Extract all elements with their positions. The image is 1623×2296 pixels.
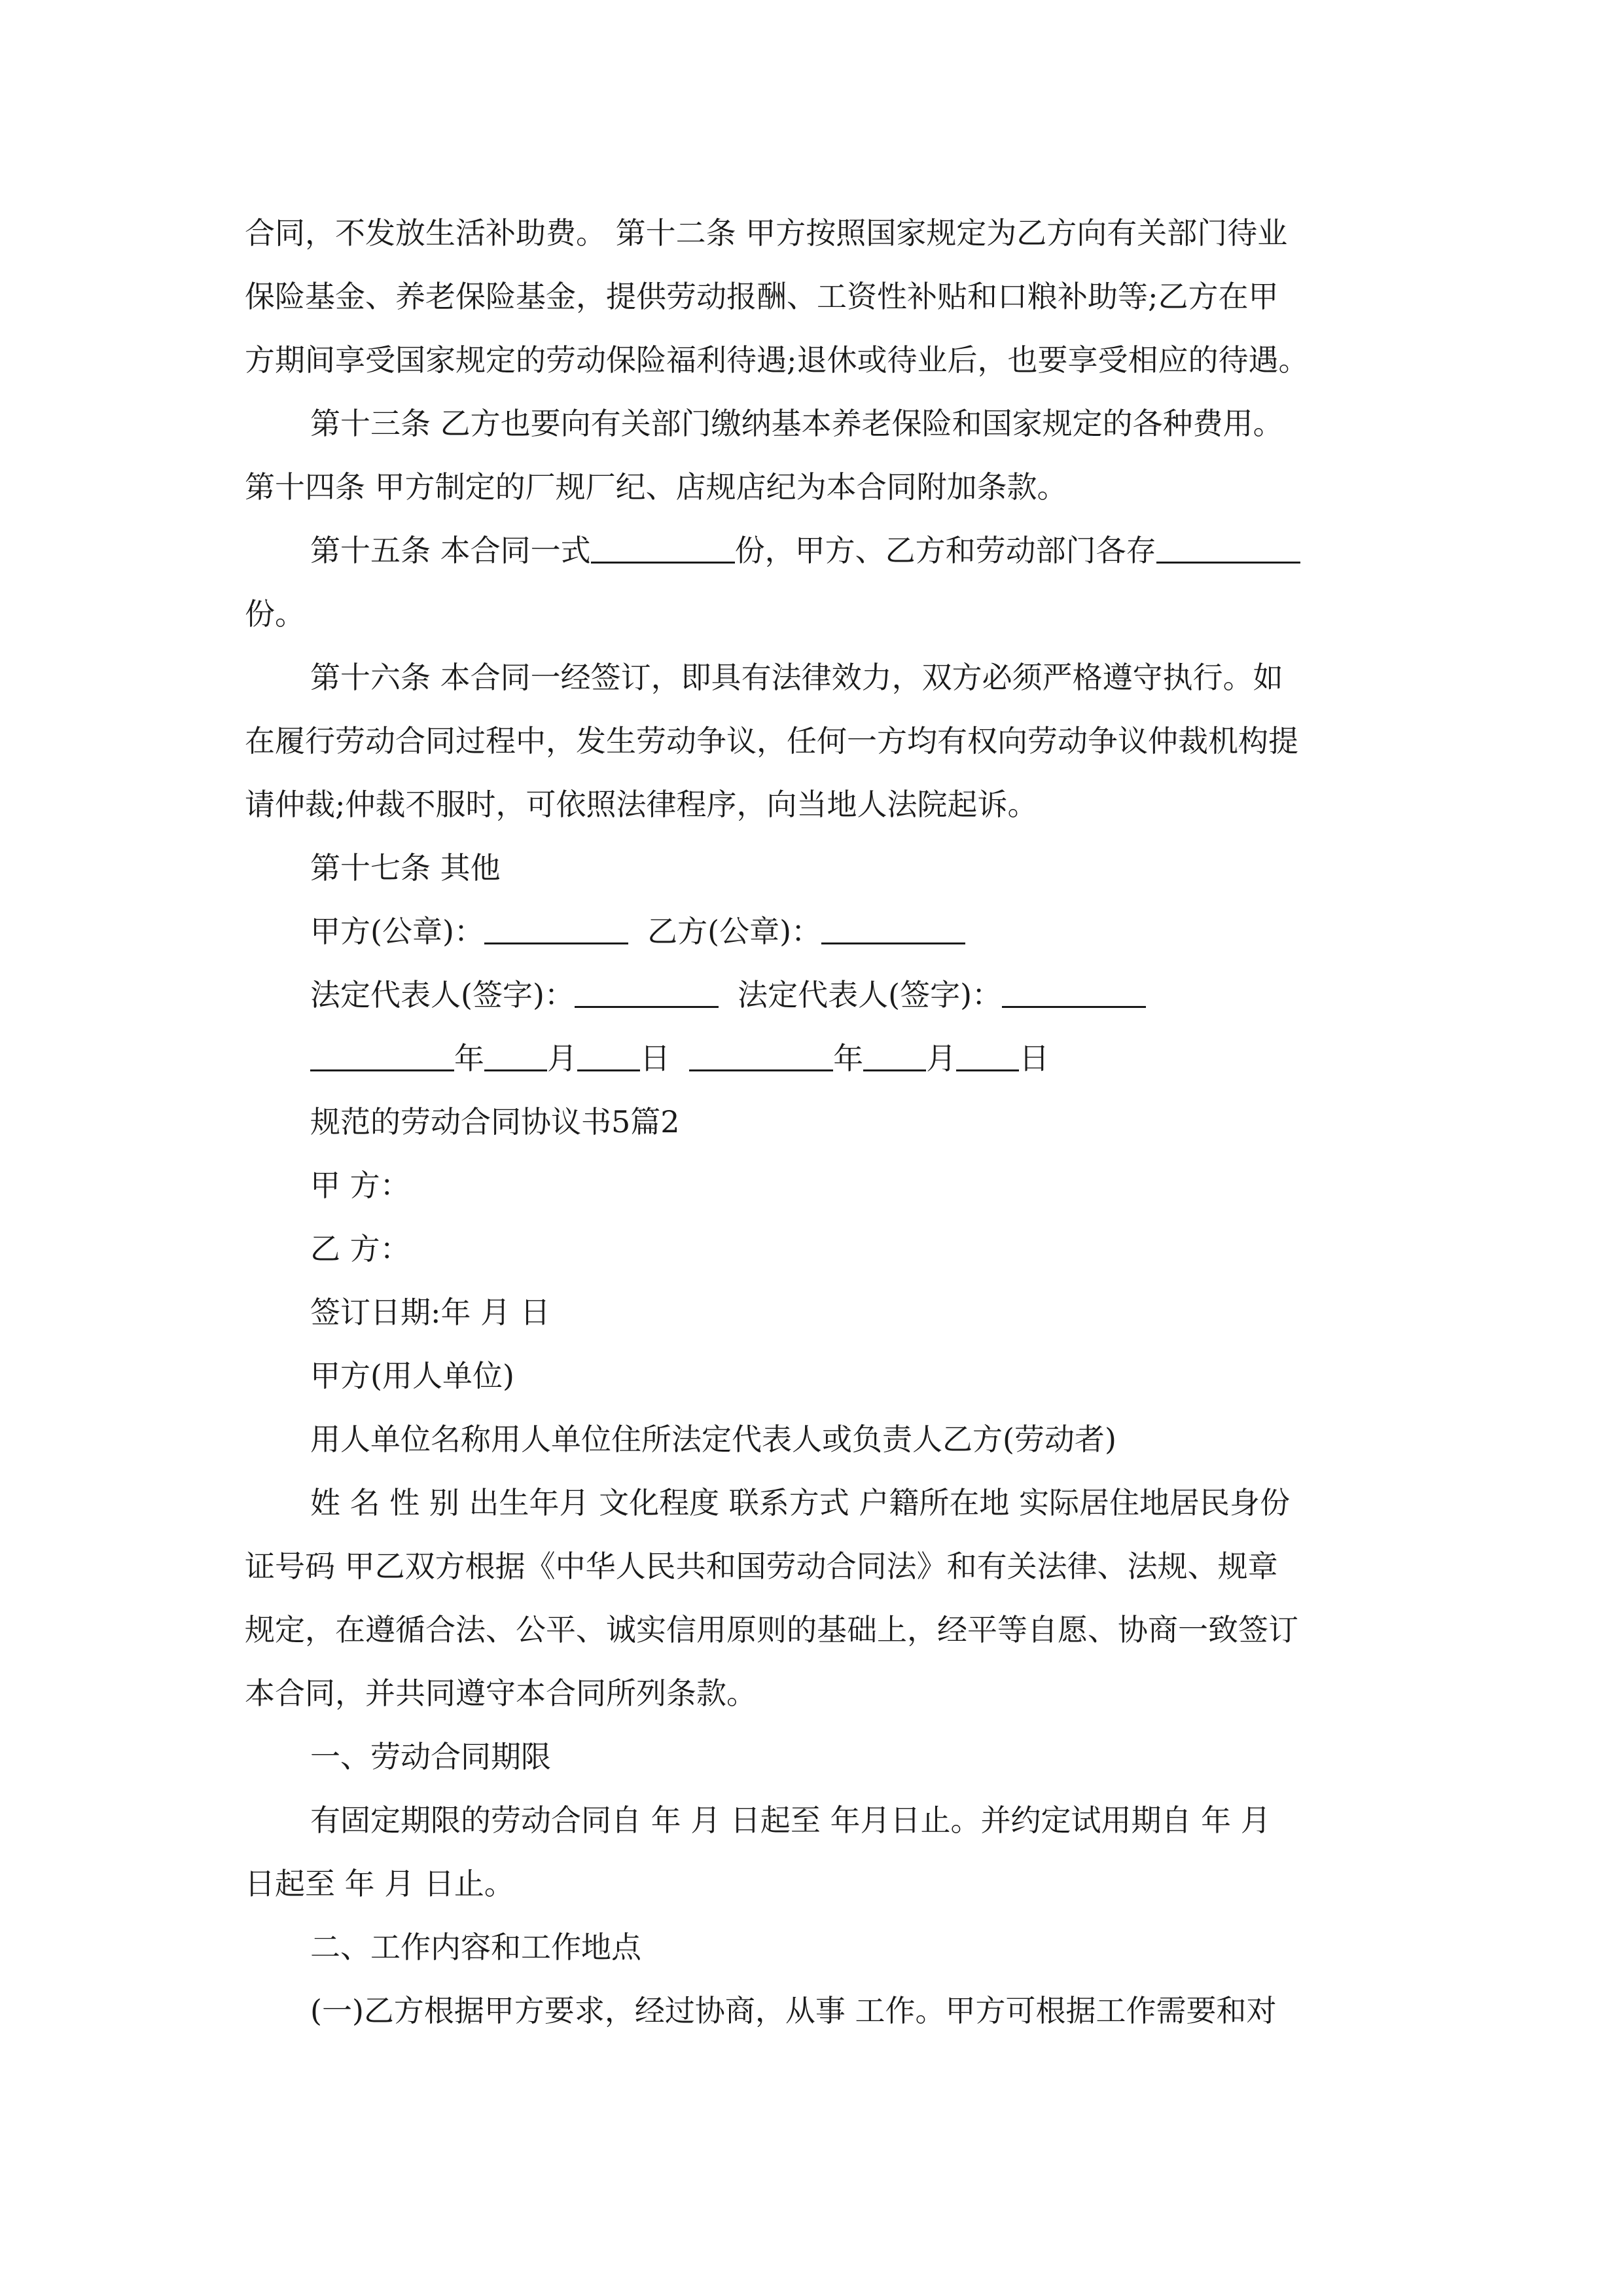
day-label: 日	[1019, 1041, 1050, 1076]
day-a-blank	[577, 1043, 640, 1071]
employer-fields: 用人单位名称用人单位住所法定代表人或负责人乙方(劳动者)	[310, 1422, 1116, 1457]
day-b-blank	[956, 1043, 1019, 1071]
rep-a-blank	[575, 980, 719, 1008]
clause-16: 第十六条 本合同一经签订，即具有法律效力，双方必须严格遵守执行。如	[310, 660, 1283, 695]
text-line: 证号码 甲乙双方根据《中华人民共和国劳动合同法》和有关法律、法规、规章	[245, 1549, 1278, 1584]
employee-fields: 姓 名 性 别 出生年月 文化程度 联系方式 户籍所在地 实际居住地居民身份	[310, 1485, 1290, 1520]
copies-each-blank	[1156, 535, 1300, 564]
party-b-seal-label: 乙方(公章)：	[647, 914, 822, 949]
employer-heading: 甲方(用人单位)	[310, 1358, 514, 1393]
clause-15-text-2: 份，甲方、乙方和劳动部门各存	[734, 533, 1156, 568]
year-b-blank	[689, 1043, 833, 1071]
year-a-blank	[310, 1043, 454, 1071]
month-label: 月	[547, 1041, 577, 1076]
year-label: 年	[454, 1041, 484, 1076]
text-line: 规定，在遵循合法、公平、诚实信用原则的基础上，经平等自愿、协商一致签订	[245, 1612, 1298, 1647]
text-line: 有固定期限的劳动合同自 年 月 日起至 年月日止。并约定试用期自 年 月	[310, 1803, 1271, 1838]
party-a-seal-label: 甲方(公章)：	[310, 914, 484, 949]
copies-blank	[591, 535, 735, 564]
text-line: 日起至 年 月 日止。	[245, 1866, 514, 1901]
clause-17: 第十七条 其他	[310, 850, 501, 886]
text-line: 合同，不发放生活补助费。 第十二条 甲方按照国家规定为乙方向有关部门待业	[245, 215, 1288, 251]
document-body	[245, 202, 1383, 2043]
section-title: 规范的劳动合同协议书5篇2	[310, 1104, 680, 1139]
rep-b-label: 法定代表人(签字)：	[738, 977, 1003, 1013]
text-line: 保险基金、养老保险基金，提供劳动报酬、工资性补贴和口粮补助等;乙方在甲	[245, 279, 1279, 314]
representative-line	[245, 963, 1383, 1027]
text-line: (一)乙方根据甲方要求，经过协商，从事 工作。甲方可根据工作需要和对	[310, 1993, 1277, 2028]
heading-work-content: 二、工作内容和工作地点	[310, 1929, 641, 1965]
month-b-blank	[863, 1043, 926, 1071]
date-line	[245, 1027, 1383, 1090]
clause-15-end: 份。	[245, 596, 305, 632]
month-a-blank	[484, 1043, 547, 1071]
clause-14: 第十四条 甲方制定的厂规厂纪、店规店纪为本合同附加条款。	[245, 469, 1067, 505]
clause-15-text-1: 第十五条 本合同一式	[310, 533, 591, 568]
clause-13: 第十三条 乙方也要向有关部门缴纳基本养老保险和国家规定的各种费用。	[310, 406, 1283, 441]
seal-line	[245, 900, 1383, 963]
rep-a-label: 法定代表人(签字)：	[310, 977, 575, 1013]
heading-contract-term: 一、劳动合同期限	[310, 1739, 551, 1774]
text-line: 请仲裁;仲裁不服时，可依照法律程序，向当地人法院起诉。	[245, 787, 1038, 822]
clause-15	[245, 519, 1383, 583]
party-b-line: 乙 方：	[310, 1231, 410, 1266]
party-a-line: 甲 方：	[310, 1168, 410, 1203]
month-label: 月	[926, 1041, 957, 1076]
party-b-seal-blank	[821, 916, 965, 944]
rep-b-blank	[1002, 980, 1146, 1008]
text-line: 本合同，并共同遵守本合同所列条款。	[245, 1676, 757, 1711]
party-a-seal-blank	[484, 916, 628, 944]
year-label: 年	[833, 1041, 864, 1076]
sign-date-line: 签订日期:年 月 日	[310, 1295, 550, 1330]
text-line: 在履行劳动合同过程中，发生劳动争议，任何一方均有权向劳动争议仲裁机构提	[245, 723, 1298, 759]
text-line: 方期间享受国家规定的劳动保险福利待遇;退休或待业后，也要享受相应的待遇。	[245, 342, 1309, 378]
day-label: 日	[640, 1041, 670, 1076]
